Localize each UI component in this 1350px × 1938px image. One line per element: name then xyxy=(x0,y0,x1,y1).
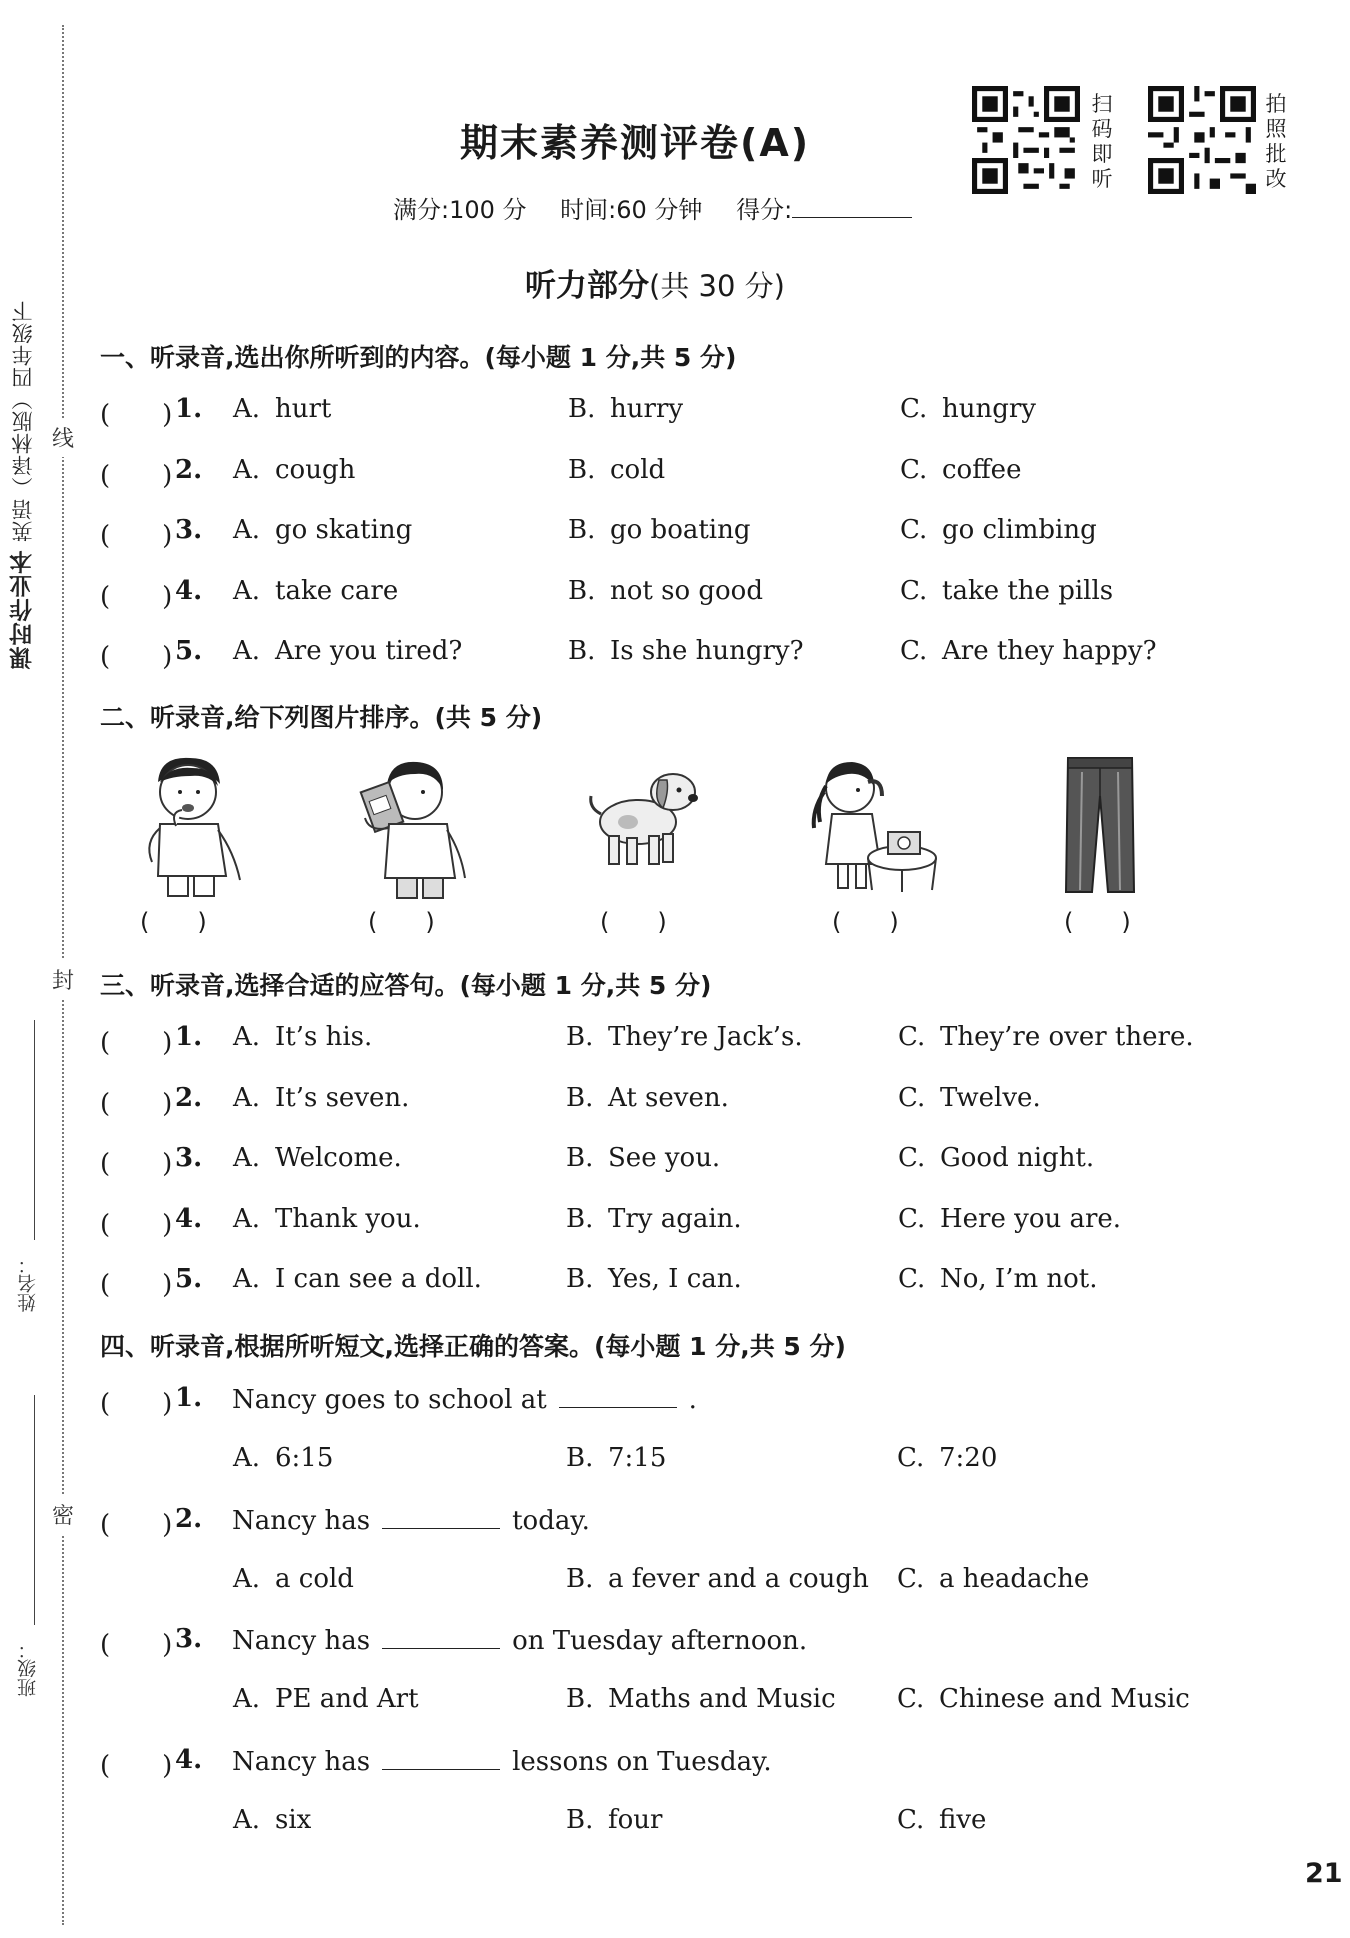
name-field-label: 姓名： xyxy=(17,1255,39,1312)
option-text: a headache xyxy=(939,1563,1090,1594)
section1-title-text: 一、听录音,选出你所听到的内容。 xyxy=(100,343,485,372)
score-blank[interactable] xyxy=(792,195,912,218)
option-letter: C. xyxy=(898,1203,926,1234)
score-label: 得分: xyxy=(736,196,793,224)
exam-meta xyxy=(393,190,938,225)
option-b[interactable] xyxy=(566,1805,662,1835)
options-row xyxy=(100,1443,1260,1483)
option-letter: B. xyxy=(566,1804,594,1835)
option-b[interactable] xyxy=(566,1204,742,1234)
option-letter: A. xyxy=(233,636,261,666)
question-number: 4. xyxy=(175,575,203,606)
binding-word-seal2: 密 xyxy=(52,1495,74,1534)
option-letter: B. xyxy=(566,1264,594,1294)
listening-part-points: (共 30 分) xyxy=(649,269,785,303)
options-row xyxy=(100,1684,1260,1724)
option-text: four xyxy=(608,1804,663,1835)
option-letter: A. xyxy=(233,1264,261,1294)
listening-part-heading xyxy=(525,260,785,305)
answer-paren[interactable]: ( ) xyxy=(100,1389,173,1419)
options-row xyxy=(100,1805,1260,1845)
answer-paren[interactable]: ( ) xyxy=(100,1088,173,1119)
answer-paren[interactable]: ( ) xyxy=(100,581,173,612)
option-letter: C. xyxy=(898,1264,926,1294)
stem-before: Nancy has xyxy=(232,1505,371,1536)
option-letter: A. xyxy=(233,515,261,545)
option-b[interactable] xyxy=(568,394,683,424)
option-text: hungry xyxy=(942,394,1036,424)
answer-paren[interactable]: ( ) xyxy=(100,1028,173,1058)
option-text: six xyxy=(275,1804,312,1835)
question-number: 5. xyxy=(175,636,203,666)
option-letter: B. xyxy=(566,1022,594,1052)
option-letter: A. xyxy=(233,1143,261,1173)
option-c[interactable] xyxy=(897,1684,1190,1714)
option-c[interactable] xyxy=(900,636,1157,666)
picture-answer-paren[interactable]: ( ) xyxy=(600,908,667,936)
option-text: It’s seven. xyxy=(275,1082,410,1113)
option-letter: C. xyxy=(897,1563,925,1594)
question-row xyxy=(100,1383,1260,1423)
binding-word-seal: 封 xyxy=(52,960,74,999)
option-letter: C. xyxy=(897,1443,925,1473)
option-text: a fever and a cough xyxy=(608,1563,869,1594)
question-row xyxy=(100,455,1260,495)
picture-answer-paren[interactable]: ( ) xyxy=(1064,908,1131,936)
option-letter: C. xyxy=(900,636,928,666)
option-text: hurt xyxy=(275,394,332,424)
section2-note: (共 5 分) xyxy=(434,703,543,732)
option-text: It’s his. xyxy=(275,1022,373,1052)
section3-title-text: 三、听录音,选择合适的应答句。 xyxy=(100,971,460,1000)
answer-paren[interactable]: ( ) xyxy=(100,1270,173,1300)
question-row xyxy=(100,1264,1260,1304)
question-row xyxy=(100,1143,1260,1183)
question-number: 3. xyxy=(175,1624,203,1654)
option-b[interactable] xyxy=(566,1083,729,1113)
section3-title xyxy=(100,966,711,1002)
option-letter: B. xyxy=(568,454,596,485)
option-text: 7:15 xyxy=(608,1443,667,1473)
option-b[interactable] xyxy=(568,515,751,545)
section2-title xyxy=(100,698,542,734)
option-c[interactable] xyxy=(900,515,1097,545)
question-number: 3. xyxy=(175,515,203,545)
question-number: 3. xyxy=(175,1143,203,1173)
question-row xyxy=(100,1624,1260,1664)
qr-grade-label: 拍照批改 xyxy=(1265,92,1287,191)
option-letter: B. xyxy=(566,1203,594,1234)
question-row xyxy=(100,1022,1260,1062)
answer-paren[interactable]: ( ) xyxy=(100,1630,173,1660)
option-text: Chinese and Music xyxy=(939,1684,1190,1714)
option-letter: C. xyxy=(897,1684,925,1714)
option-text: five xyxy=(939,1804,987,1835)
option-letter: A. xyxy=(233,1082,261,1113)
option-text: They’re over there. xyxy=(940,1022,1194,1052)
option-text: Thank you. xyxy=(275,1203,421,1234)
question-number: 1. xyxy=(175,394,203,424)
qr-code-icon[interactable] xyxy=(972,86,1080,194)
option-letter: A. xyxy=(233,575,261,606)
option-text: go skating xyxy=(275,515,413,545)
option-text: Are you tired? xyxy=(275,636,463,666)
stem-after: on Tuesday afternoon. xyxy=(512,1626,808,1656)
fill-in-blank[interactable] xyxy=(382,1624,500,1649)
picture-answer-paren[interactable]: ( ) xyxy=(368,908,435,936)
option-text: go boating xyxy=(610,515,751,545)
exam-time: 时间:60 分钟 xyxy=(560,196,703,224)
girl-on-phone-picture xyxy=(802,752,942,897)
option-text: Maths and Music xyxy=(608,1684,836,1714)
boy-drinking-milk-picture xyxy=(345,752,475,902)
question-row xyxy=(100,576,1260,616)
option-a[interactable] xyxy=(233,1684,419,1714)
option-a[interactable] xyxy=(233,515,412,545)
option-letter: C. xyxy=(897,1804,925,1835)
option-b[interactable] xyxy=(566,1564,869,1594)
option-text: Good night. xyxy=(940,1143,1095,1173)
option-c[interactable] xyxy=(898,1143,1094,1173)
option-letter: C. xyxy=(900,515,928,545)
page-title: 期末素养测评卷(A) xyxy=(460,121,811,165)
option-text: At seven. xyxy=(608,1082,729,1113)
qr-code-icon[interactable] xyxy=(1148,86,1256,194)
question-number: 4. xyxy=(175,1744,203,1775)
option-b[interactable] xyxy=(568,636,804,666)
option-a[interactable] xyxy=(233,1805,311,1835)
listening-part-title: 听力部分 xyxy=(525,268,649,304)
option-text: 7:20 xyxy=(939,1443,998,1473)
option-letter: B. xyxy=(566,1684,594,1714)
fill-in-blank[interactable] xyxy=(559,1383,677,1408)
book-title-vertical xyxy=(6,300,39,670)
stem-after: . xyxy=(688,1385,697,1415)
option-letter: C. xyxy=(898,1082,926,1113)
question-stem xyxy=(232,1745,772,1777)
option-text: They’re Jack’s. xyxy=(608,1022,803,1052)
option-letter: A. xyxy=(233,394,261,424)
section4-note: (每小题 1 分,共 5 分) xyxy=(594,1332,846,1361)
stem-before: Nancy has xyxy=(232,1746,371,1777)
stem-after: lessons on Tuesday. xyxy=(512,1746,772,1777)
section1-note: (每小题 1 分,共 5 分) xyxy=(484,343,737,372)
option-letter: C. xyxy=(898,1022,926,1052)
question-row xyxy=(100,1204,1260,1244)
option-text: I can see a doll. xyxy=(275,1264,482,1294)
option-text: cold xyxy=(610,454,666,485)
fill-in-blank[interactable] xyxy=(382,1504,500,1529)
option-letter: B. xyxy=(566,1143,594,1173)
option-b[interactable] xyxy=(566,1022,803,1052)
option-letter: B. xyxy=(566,1443,594,1473)
option-letter: A. xyxy=(233,454,261,485)
option-letter: A. xyxy=(233,1563,261,1594)
options-row xyxy=(100,1564,1260,1604)
option-text: hurry xyxy=(610,394,684,424)
question-number: 4. xyxy=(175,1203,203,1234)
answer-paren[interactable]: ( ) xyxy=(100,1509,173,1540)
option-text: Twelve. xyxy=(940,1082,1041,1113)
section1-title xyxy=(100,338,736,374)
option-b[interactable] xyxy=(566,1684,836,1714)
option-b[interactable] xyxy=(566,1264,742,1294)
option-letter: A. xyxy=(233,1022,261,1052)
question-number: 1. xyxy=(175,1022,203,1052)
question-row xyxy=(100,636,1260,676)
answer-paren[interactable]: ( ) xyxy=(100,1149,173,1179)
option-letter: B. xyxy=(568,575,596,606)
option-c[interactable] xyxy=(898,1264,1098,1294)
option-a[interactable] xyxy=(233,394,331,424)
question-row xyxy=(100,1083,1260,1123)
option-c[interactable] xyxy=(900,394,1036,424)
page-number: 21 xyxy=(1305,1858,1343,1889)
option-letter: A. xyxy=(233,1203,261,1234)
option-a[interactable] xyxy=(233,1264,482,1294)
option-c[interactable] xyxy=(898,1022,1194,1052)
option-text: Is she hungry? xyxy=(610,636,804,666)
option-text: cough xyxy=(275,454,356,485)
section2-title-text: 二、听录音,给下列图片排序。 xyxy=(100,703,435,732)
option-a[interactable] xyxy=(233,1143,402,1173)
section4-title-text: 四、听录音,根据所听短文,选择正确的答案。 xyxy=(100,1332,594,1361)
option-text: Here you are. xyxy=(940,1203,1122,1234)
option-text: PE and Art xyxy=(275,1684,419,1714)
option-text: coffee xyxy=(942,454,1022,485)
stem-before: Nancy goes to school at xyxy=(232,1385,547,1415)
option-text: No, I’m not. xyxy=(940,1264,1098,1294)
option-c[interactable] xyxy=(897,1805,986,1835)
question-number: 5. xyxy=(175,1264,203,1294)
option-text: go climbing xyxy=(942,515,1097,545)
option-a[interactable] xyxy=(233,455,355,485)
book-title: 课时作业本 xyxy=(10,549,36,670)
option-b[interactable] xyxy=(566,1443,666,1473)
option-letter: B. xyxy=(568,515,596,545)
option-letter: B. xyxy=(566,1082,594,1113)
section3-note: (每小题 1 分,共 5 分) xyxy=(459,971,712,1000)
stem-after: today. xyxy=(512,1505,590,1536)
option-b[interactable] xyxy=(568,576,763,606)
option-b[interactable] xyxy=(568,455,665,485)
option-letter: C. xyxy=(898,1143,926,1173)
class-field-blank[interactable] xyxy=(34,1395,35,1625)
option-text: not so good xyxy=(610,575,763,606)
option-c[interactable] xyxy=(897,1564,1089,1594)
binding-word-line: 线 xyxy=(52,418,74,457)
full-score: 满分:100 分 xyxy=(393,196,527,224)
name-field-blank[interactable] xyxy=(34,1020,35,1240)
option-text: a cold xyxy=(275,1563,354,1594)
question-stem xyxy=(232,1624,807,1656)
option-c[interactable] xyxy=(897,1443,997,1473)
question-row xyxy=(100,394,1260,434)
option-letter: A. xyxy=(233,1684,261,1714)
question-stem xyxy=(232,1504,590,1536)
book-subtitle: 英语（译林版）四年级下 xyxy=(11,300,35,542)
answer-paren[interactable]: ( ) xyxy=(100,642,173,672)
option-letter: B. xyxy=(568,636,596,666)
question-row xyxy=(100,1504,1260,1544)
section4-title xyxy=(100,1327,846,1363)
option-c[interactable] xyxy=(898,1204,1121,1234)
option-text: Try again. xyxy=(608,1203,742,1234)
answer-paren[interactable]: ( ) xyxy=(100,1750,173,1781)
option-a[interactable] xyxy=(233,1443,333,1473)
option-a[interactable] xyxy=(233,576,398,606)
option-letter: C. xyxy=(900,454,928,485)
class-field-label: 班级： xyxy=(17,1640,39,1697)
answer-paren[interactable]: ( ) xyxy=(100,521,173,551)
dog-picture xyxy=(583,752,708,877)
answer-paren[interactable]: ( ) xyxy=(100,460,173,491)
option-a[interactable] xyxy=(233,1564,354,1594)
option-a[interactable] xyxy=(233,636,462,666)
option-letter: B. xyxy=(568,394,596,424)
option-text: Are they happy? xyxy=(942,636,1157,666)
option-text: 6:15 xyxy=(275,1443,334,1473)
option-a[interactable] xyxy=(233,1022,372,1052)
option-letter: C. xyxy=(900,575,928,606)
answer-paren[interactable]: ( ) xyxy=(100,1209,173,1240)
option-c[interactable] xyxy=(898,1083,1041,1113)
option-text: take the pills xyxy=(942,575,1114,606)
option-letter: C. xyxy=(900,394,928,424)
option-text: Welcome. xyxy=(275,1143,402,1173)
question-row xyxy=(100,515,1260,555)
option-b[interactable] xyxy=(566,1143,720,1173)
option-letter: B. xyxy=(566,1563,594,1594)
boy-coughing-picture xyxy=(130,752,255,902)
option-c[interactable] xyxy=(900,576,1113,606)
question-number: 2. xyxy=(175,454,203,485)
option-letter: A. xyxy=(233,1443,261,1473)
question-stem xyxy=(232,1383,697,1415)
question-row xyxy=(100,1745,1260,1785)
option-letter: A. xyxy=(233,1804,261,1835)
option-text: Yes, I can. xyxy=(608,1264,742,1294)
option-text: take care xyxy=(275,575,399,606)
picture-answer-paren[interactable]: ( ) xyxy=(140,908,207,936)
question-number: 2. xyxy=(175,1082,203,1113)
fill-in-blank[interactable] xyxy=(382,1745,500,1770)
question-number: 2. xyxy=(175,1503,203,1534)
option-a[interactable] xyxy=(233,1204,421,1234)
question-number: 1. xyxy=(175,1383,203,1413)
picture-answer-paren[interactable]: ( ) xyxy=(832,908,899,936)
option-text: See you. xyxy=(608,1143,721,1173)
option-a[interactable] xyxy=(233,1083,409,1113)
qr-listen-label: 扫码即听 xyxy=(1091,92,1113,191)
stem-before: Nancy has xyxy=(232,1626,371,1656)
trousers-picture xyxy=(1060,752,1140,897)
option-c[interactable] xyxy=(900,455,1021,485)
answer-paren[interactable]: ( ) xyxy=(100,400,173,430)
